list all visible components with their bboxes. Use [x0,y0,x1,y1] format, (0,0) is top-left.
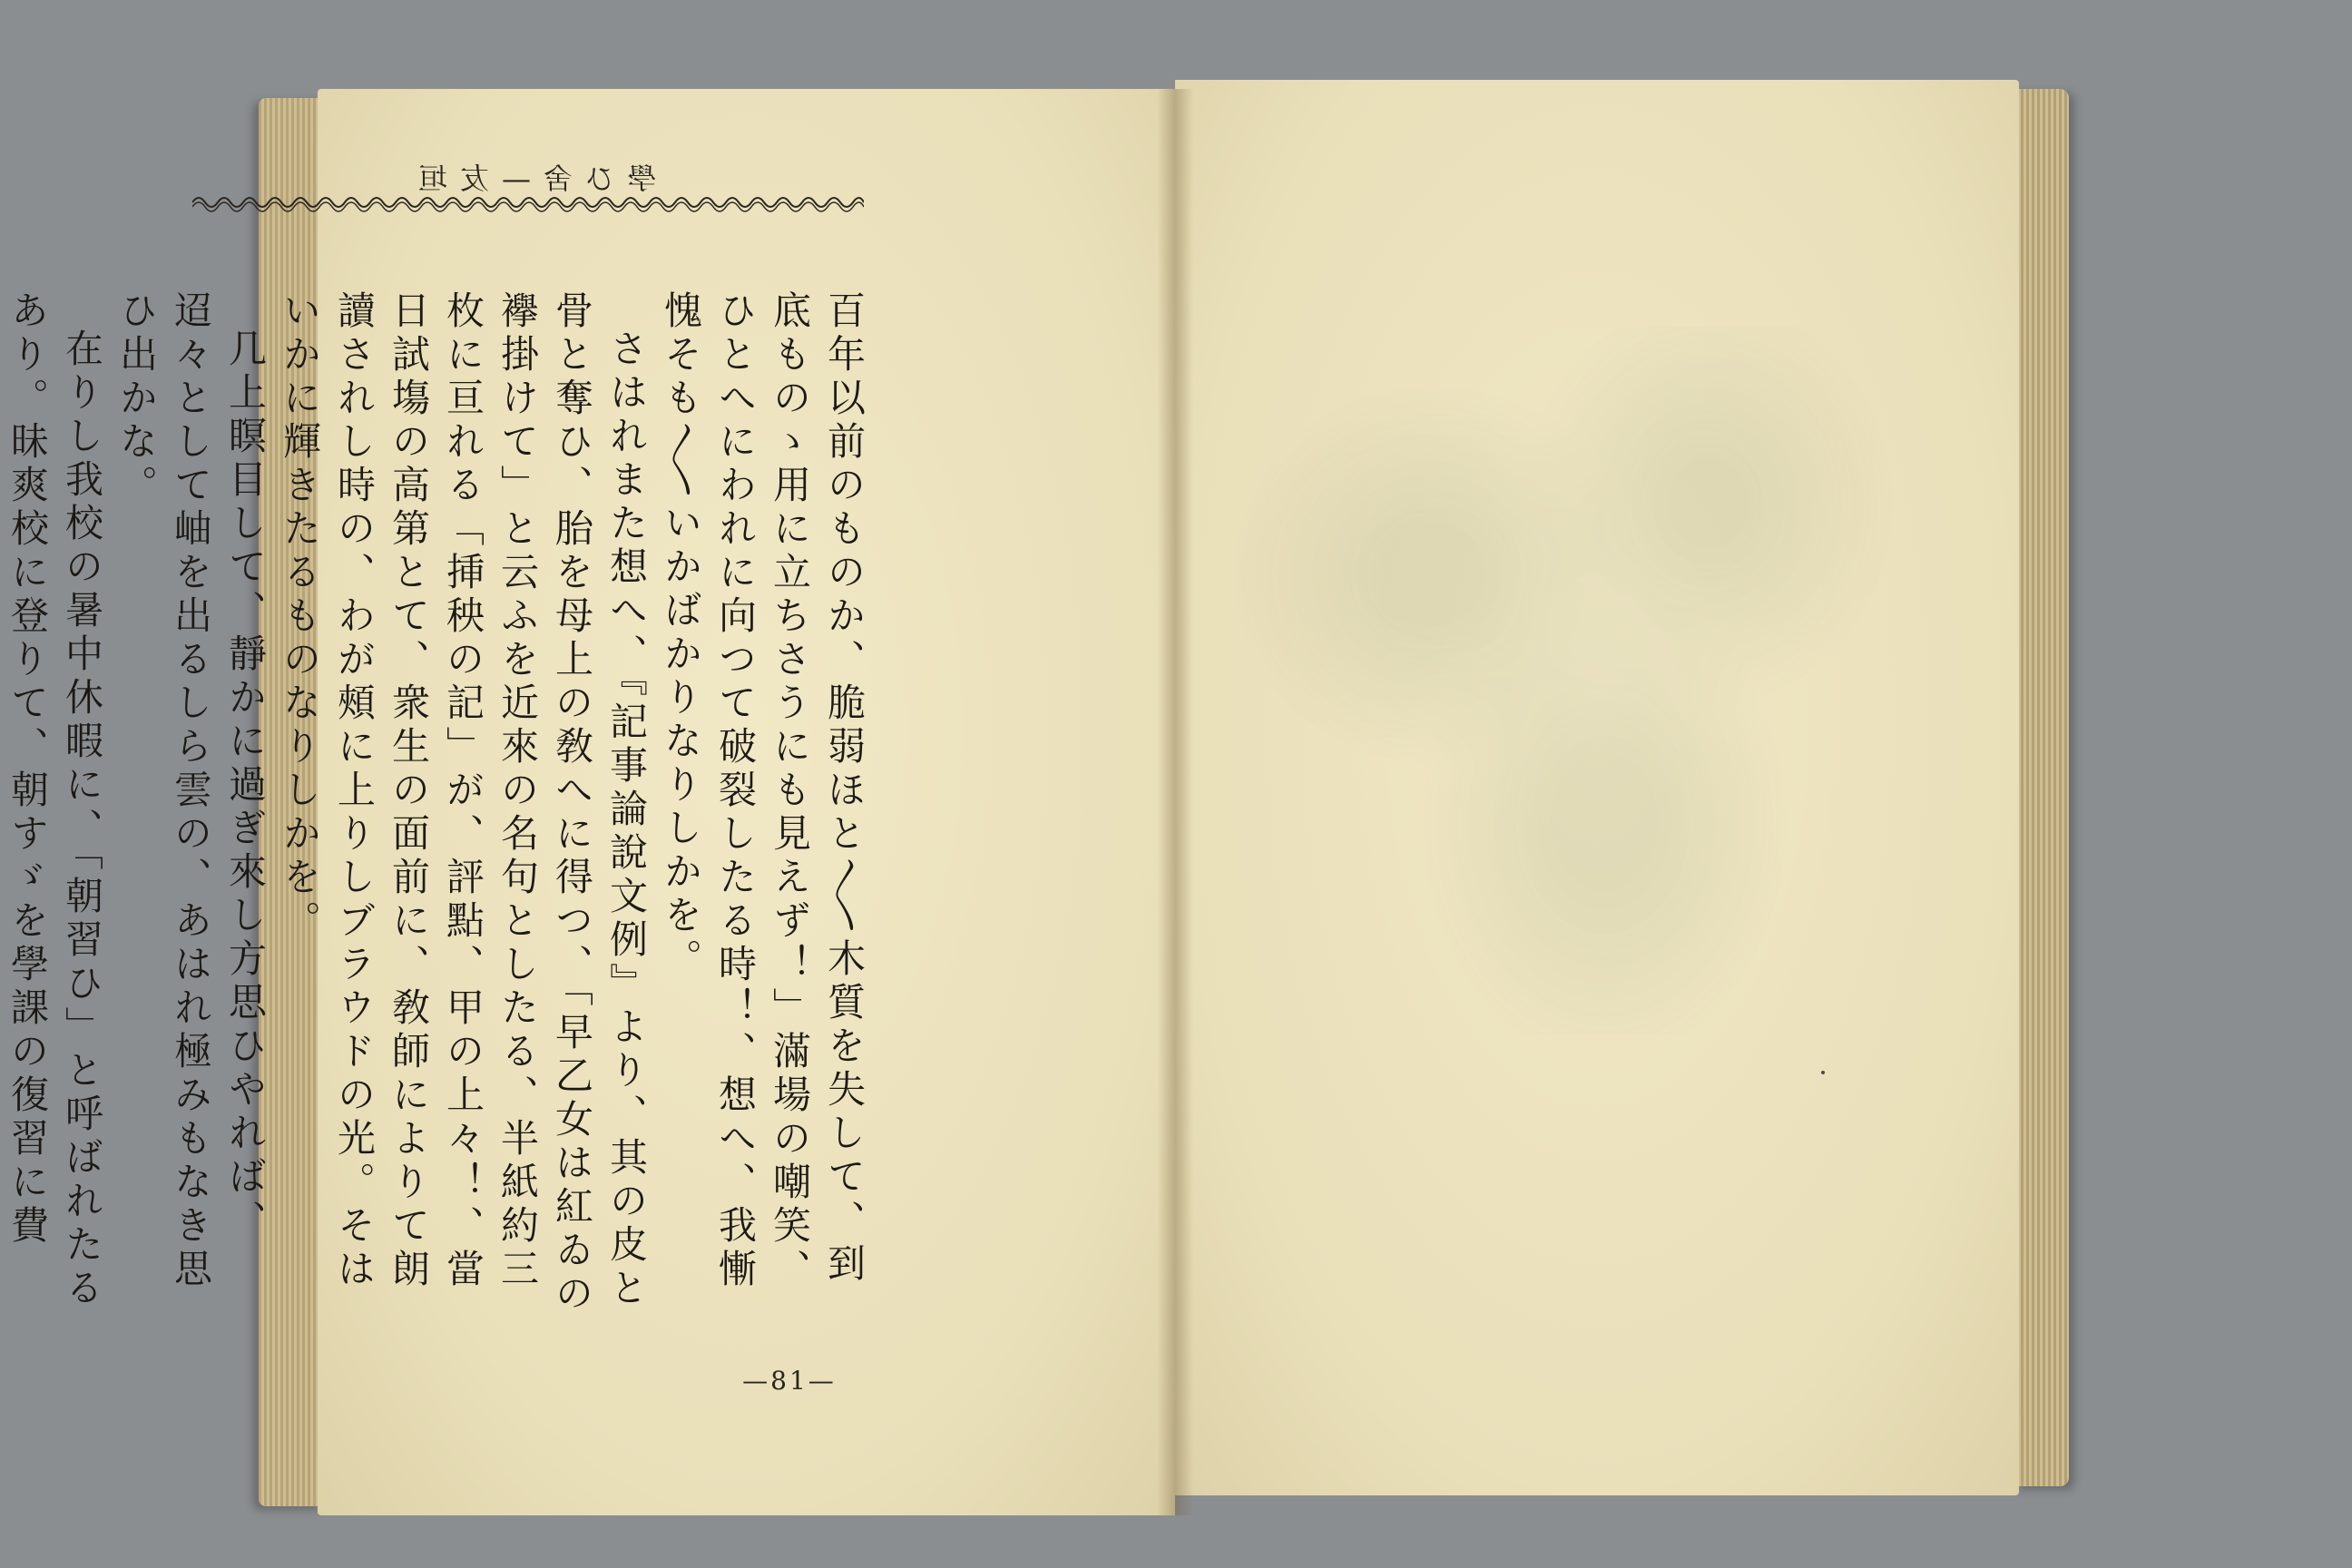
wavy-rule-ornament [192,189,864,216]
body-text [5,290,871,1325]
right-page-edges [2013,89,2069,1486]
book-gutter [1157,89,1193,1515]
ink-speck [1821,1071,1825,1074]
running-head: 學ひ舍—友垣 [406,162,657,196]
bleed-through-image [1225,327,1915,1034]
paragraph: 百年以前のものか、脆弱ほと〳〵木質を失して、到底ものゝ用に立ちさうにも見えず！」滿場の嘲笑、ひとへにわれに向つて破裂したる時！、想へ、我慚愧そも〳〵いかばかりなりしかを。 [659,290,867,1292]
paragraph: 几上瞑目して、靜かに過ぎ來し方思ひやれば、迢々として岫を出るしら雲の、あはれ極みもなき思ひ出かな。 [114,290,268,1292]
paragraph: 在りし我校の暑中休暇に、「朝習ひ」と呼ばれたるあり。昧爽校に登りて、朝すゞを學課の復習に費 [5,290,104,1311]
paragraph: さはれまた想へ、『記事論說文例』より、其の皮と骨と奪ひ、胎を母上の敎へに得つ、「早乙女は紅ゐの襷掛けて」と云ふを近來の名句としたる、半紙約三枚に亘れる「挿秧の記」が、評點、甲の上々！、當日試塲の高第とて、衆生の面前に、敎師によりて朗讀されし時の、わが頰に上りしブラウドの光。そはいかに輝きたるものなりしかを。 [278,290,649,1317]
page-number: —81— [742,1366,837,1396]
